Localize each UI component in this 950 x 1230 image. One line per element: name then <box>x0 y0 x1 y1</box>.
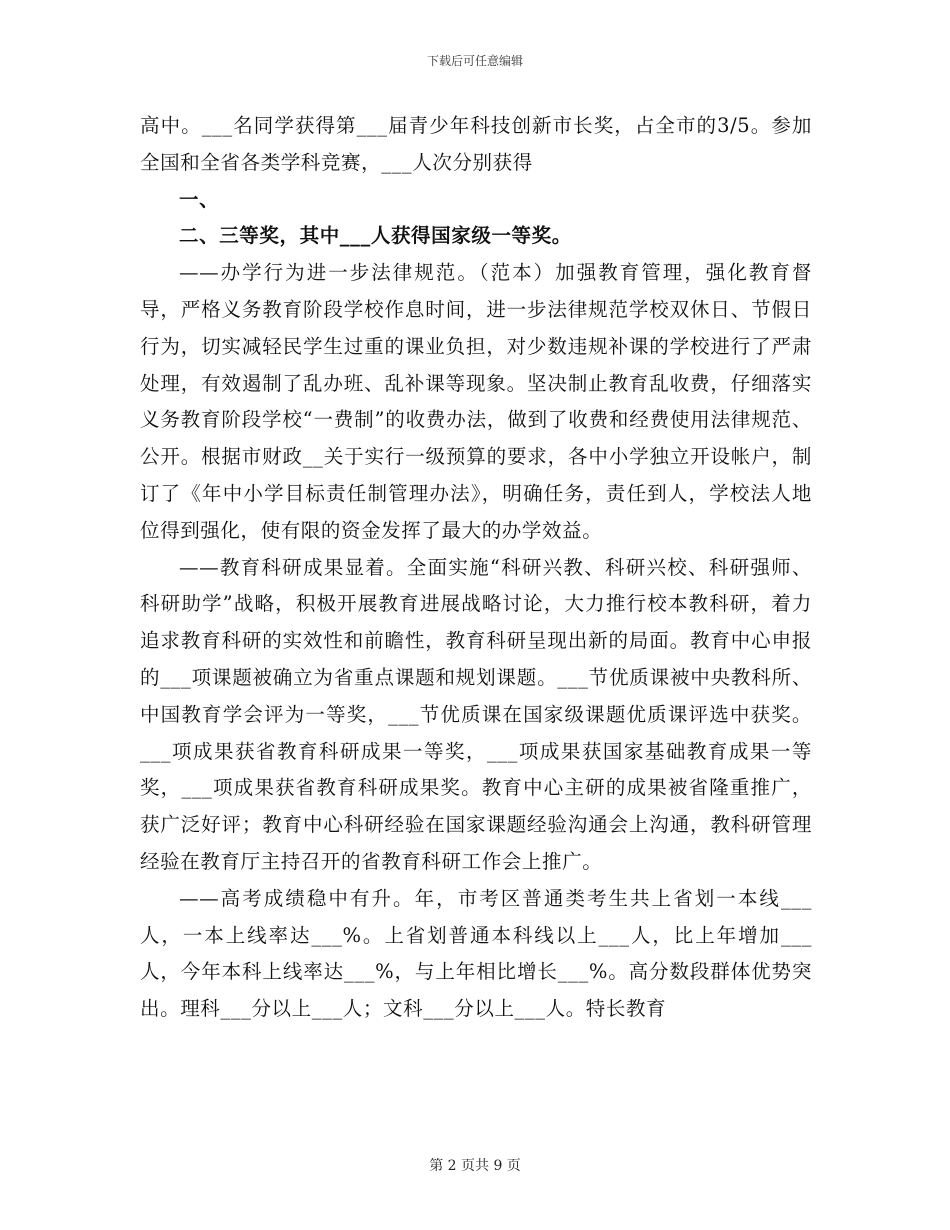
paragraph-item-two: 二、三等奖，其中___人获得国家级一等奖。 <box>179 224 572 248</box>
document-body <box>140 108 812 1028</box>
paragraph-continuation: 高中。___名同学获得第___届青少年科技创新市长奖，占全市的3/5。参加全国和全省各类学科竞赛，___人次分别获得 <box>140 114 812 174</box>
paragraph-research: ——教育科研成果显着。全面实施“科研兴教、科研兴校、科研强师、科研助学”战略，积极开展教育进展战略讨论，大力推行校本教科研，着力追求教育科研的实效性和前瞻性，教育科研呈现出新的局面。教育中心申报的___项课题被确立为省重点课题和规划课题。___节优质课被中央教科所、中国教育学会评为一等奖，___节优质课在国家级课题优质课评选中获奖。___项成果获省教育科研成果一等奖，___项成果获国家基础教育成果一等奖，___项成果获省教育科研成果奖。教育中心主研的成果被省隆重推广，获广泛好评；教育中心科研经验在国家课题经验沟通会上沟通，教科研管理经验在教育厅主持召开的省教育科研工作会上推广。 <box>140 555 812 873</box>
paragraph-exam-results: ——高考成绩稳中有升。年，市考区普通类考生共上省划一本线___人，一本上线率达___%。上省划普通本科线以上___人，比上年增加___人，今年本科上线率达___%，与上年相比增长___%。高分数段群体优势突出。理科___分以上___人；文科___分以上___人。特长教育 <box>140 886 812 1021</box>
page-header: 下载后可任意编辑 <box>426 54 523 68</box>
paragraph-item-one: 一、 <box>179 187 220 211</box>
page-number: 第 2 页共 9 页 <box>429 1158 521 1174</box>
paragraph-school-conduct: ——办学行为进一步法律规范。（范本）加强教育管理，强化教育督导，严格义务教育阶段学校作息时间，进一步法律规范学校双休日、节假日行为，切实减轻民学生过重的课业负担，对少数违规补课的学校进行了严肃处理，有效遏制了乱办班、乱补课等现象。坚决制止教育乱收费，仔细落实义务教育阶段学校“一费制”的收费办法，做到了收费和经费使用法律规范、公开。根据市财政__关于实行一级预算的要求，各中小学独立开设帐户，制订了《年中小学目标责任制管理办法》，明确任务，责任到人，学校法人地位得到强化，使有限的资金发挥了最大的办学效益。 <box>140 261 812 542</box>
